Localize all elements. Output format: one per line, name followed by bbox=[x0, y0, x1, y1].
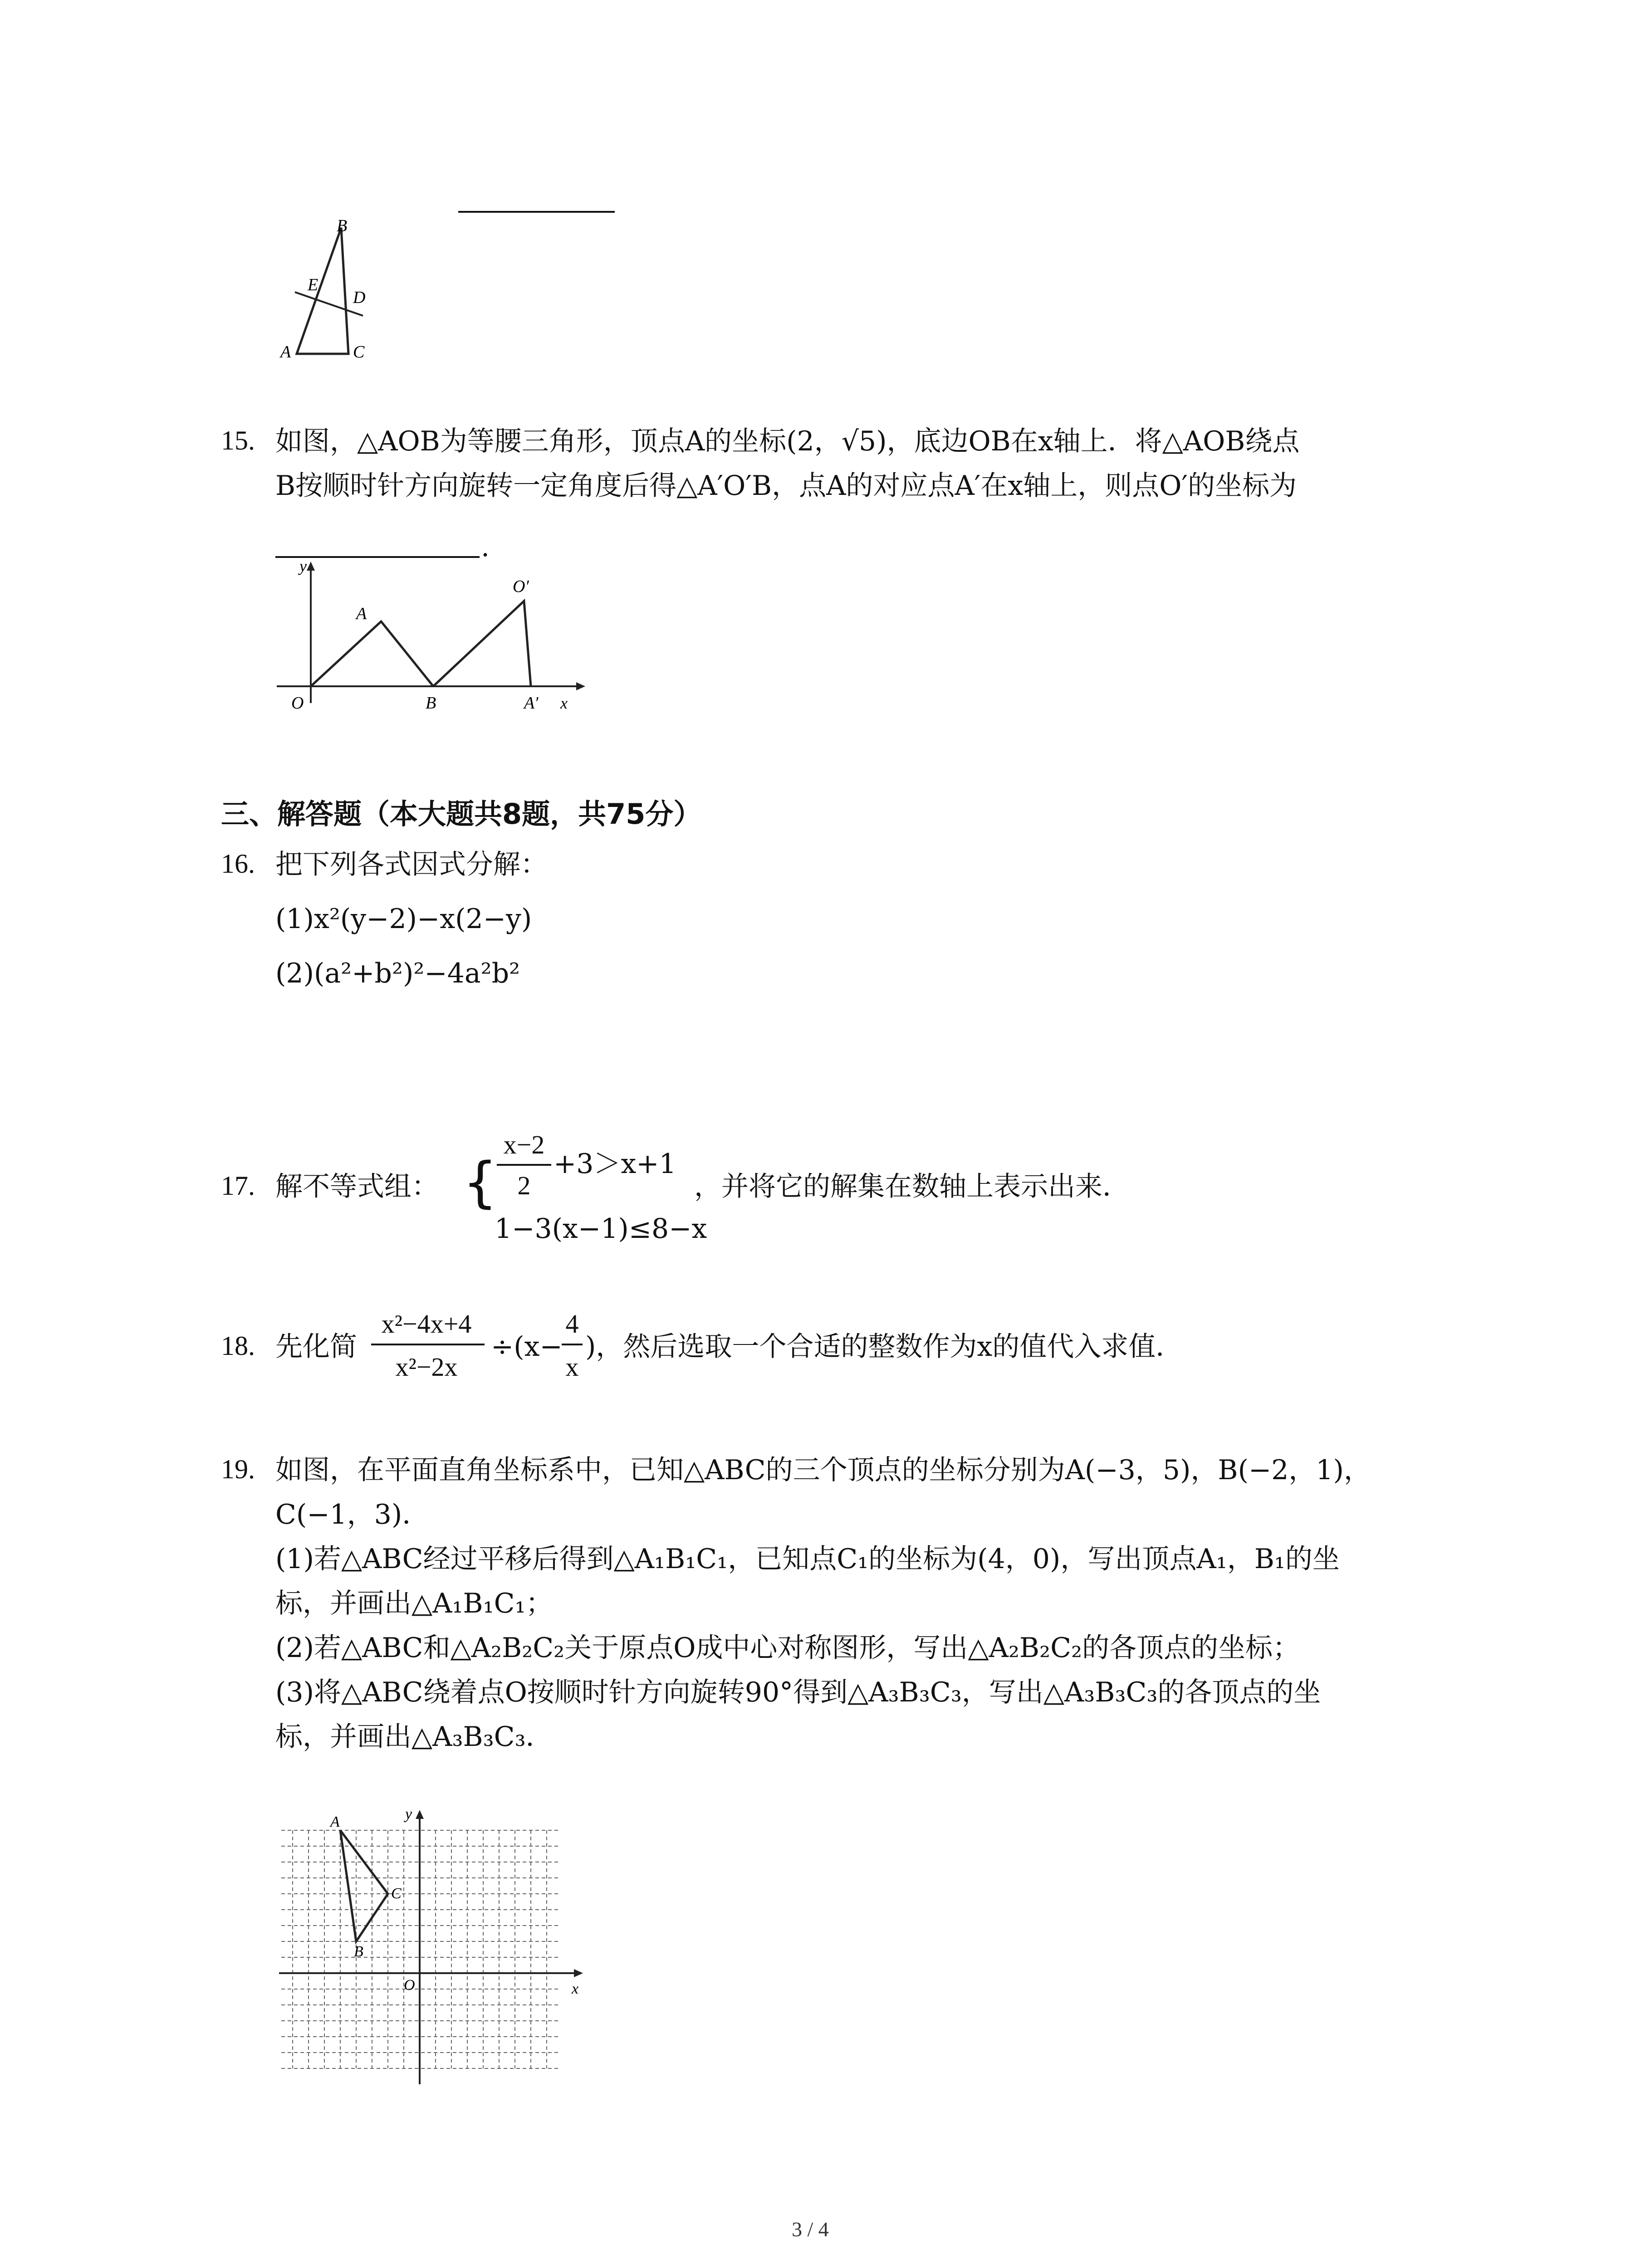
q19-figure bbox=[272, 1803, 590, 2093]
q14-label-d: D bbox=[353, 288, 366, 307]
q19-label-y: y bbox=[405, 1806, 412, 1823]
q19-line3: (1)若△ABC经过平移后得到△A₁B₁C₁，已知点C₁的坐标为(4，0)，写出顶点A₁，B₁的坐 bbox=[275, 1543, 1340, 1575]
q15-y-arrow-icon bbox=[307, 562, 315, 571]
q19-label-x: x bbox=[572, 1980, 579, 1997]
q19-line5: (2)若△ABC和△A₂B₂C₂关于原点O成中心对称图形，写出△A₂B₂C₂的各顶点的坐标； bbox=[275, 1632, 1300, 1664]
q15-triangle-aob bbox=[311, 621, 433, 686]
q18-suffix: )，然后选取一个合适的整数作为x的值代入求值． bbox=[585, 1331, 1183, 1363]
q19-x-arrow-icon bbox=[574, 1969, 583, 1977]
q17-prefix: 解不等式组： bbox=[275, 1171, 439, 1202]
q18-mid: ÷(x− bbox=[491, 1331, 563, 1363]
q16-part2: (2)(a²+b²)²−4a²b² bbox=[275, 958, 520, 989]
q15-label-a: A bbox=[356, 604, 367, 623]
q19-label-o: O bbox=[404, 1977, 415, 1994]
q17-number: 17. bbox=[221, 1171, 255, 1201]
q15-x-arrow-icon bbox=[576, 682, 585, 690]
q15-triangle-a-o-b bbox=[433, 601, 531, 686]
q19-line6: (3)将△ABC绕着点O按顺时针方向旋转90°得到△A₃B₃C₃，写出△A₃B₃C₃的各顶点的坐 bbox=[275, 1677, 1321, 1708]
q14-triangle bbox=[297, 228, 348, 354]
q17-ineq1-denominator: 2 bbox=[517, 1171, 531, 1200]
section3-title: 三、解答题（本大题共8题，共75分） bbox=[221, 797, 702, 831]
q15-tail: . bbox=[481, 531, 490, 563]
q19-label-a: A bbox=[330, 1813, 340, 1830]
q16-stem: 把下列各式因式分解： bbox=[275, 849, 548, 880]
q16-part1: (1)x²(y−2)−x(2−y) bbox=[275, 903, 532, 935]
q14-answer-blank[interactable] bbox=[458, 211, 615, 213]
q15-label-b: B bbox=[426, 694, 436, 713]
q15-line2: B按顺时针方向旋转一定角度后得△A′O′B，点A的对应点A′在x轴上，则点O′的坐标为 bbox=[275, 470, 1297, 502]
q19-line7: 标，并画出△A₃B₃C₃． bbox=[275, 1721, 553, 1753]
q14-label-e: E bbox=[308, 275, 318, 294]
q17-ineq1-numerator: x−2 bbox=[503, 1130, 545, 1159]
q17-ineq2: 1−3(x−1)≤8−x bbox=[495, 1213, 707, 1245]
q18-inner-fraction-bar bbox=[562, 1344, 583, 1345]
q15-label-o-prime: O′ bbox=[513, 577, 529, 596]
q15-line1: 如图，△AOB为等腰三角形，顶点A的坐标(2，√5)，底边OB在x轴上．将△AOB绕点 bbox=[275, 425, 1300, 457]
q19-y-arrow-icon bbox=[416, 1810, 424, 1819]
q19-line2: C(−1，3)． bbox=[275, 1499, 430, 1530]
q19-triangle-abc bbox=[340, 1830, 388, 1941]
q14-label-b: B bbox=[337, 216, 348, 235]
q19-line1: 如图，在平面直角坐标系中，已知△ABC的三个顶点的坐标分别为A(−3，5)，B(−2，1)， bbox=[275, 1454, 1371, 1486]
q19-label-b: B bbox=[354, 1943, 363, 1960]
q18-number: 18. bbox=[221, 1331, 255, 1361]
q15-label-y: y bbox=[299, 558, 307, 575]
q17-suffix: ，并将它的解集在数轴上表示出来． bbox=[694, 1171, 1130, 1202]
q19-number: 19. bbox=[221, 1454, 255, 1484]
q18-numerator: x²−4x+4 bbox=[381, 1309, 472, 1339]
q14-label-c: C bbox=[353, 342, 365, 362]
q15-label-x: x bbox=[560, 694, 568, 712]
q14-label-a: A bbox=[280, 342, 291, 362]
q15-label-a-prime: A′ bbox=[524, 694, 539, 713]
q18-denominator: x²−2x bbox=[395, 1352, 458, 1382]
q17-ineq1-fraction-bar bbox=[497, 1164, 551, 1166]
q17-brace: { bbox=[463, 1151, 498, 1214]
q14-figure bbox=[272, 213, 390, 372]
q17-ineq1-rest: +3＞x+1 bbox=[554, 1148, 676, 1180]
q18-prefix: 先化简 bbox=[275, 1331, 357, 1363]
q18-inner-denominator: x bbox=[565, 1352, 579, 1382]
q18-fraction-bar bbox=[371, 1344, 485, 1345]
page-number: 3 / 4 bbox=[792, 2218, 829, 2241]
q19-line4: 标，并画出△A₁B₁C₁； bbox=[275, 1588, 553, 1619]
q19-label-c: C bbox=[391, 1885, 402, 1902]
q15-label-o: O bbox=[291, 694, 304, 713]
q16-number: 16. bbox=[221, 849, 255, 879]
q18-inner-numerator: 4 bbox=[565, 1309, 579, 1339]
q15-figure bbox=[268, 558, 594, 721]
q15-number: 15. bbox=[221, 425, 255, 455]
